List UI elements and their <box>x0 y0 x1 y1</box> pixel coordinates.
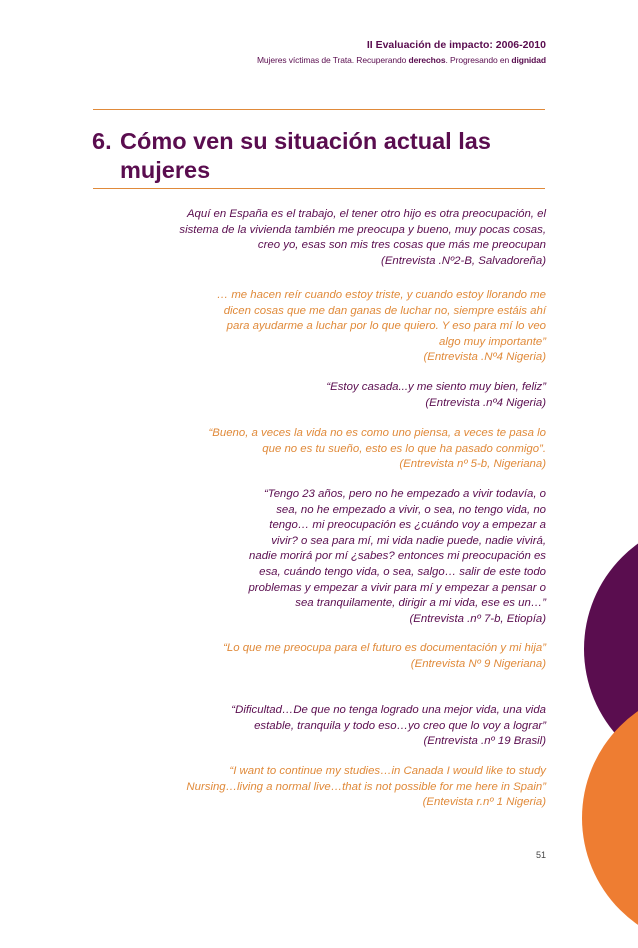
header-subtitle-bold-1: derechos <box>408 55 446 65</box>
section-title-line-1: Cómo ven su situación actual las <box>120 128 491 154</box>
quote-line: nadie morirá por mí ¿sabes? entonces mi preocupación es <box>249 550 546 563</box>
quote-line: sea, no he empezado a vivir, o sea, no tengo vida, no <box>276 503 546 516</box>
quote-source: (Entrevista .Nº2-B, Salvadoreña) <box>381 254 546 267</box>
quote-1 <box>179 207 546 269</box>
header-subtitle-bold-2: dignidad <box>511 55 546 65</box>
quote-line: sistema de la vivienda también me preocupa y bueno, muy pocas cosas, <box>179 223 546 236</box>
header-subtitle-pre: Mujeres víctimas de Trata. Recuperando <box>256 55 409 65</box>
quote-line: esa, cuándo tengo vida, o sea, salgo… salir de este todo <box>259 565 546 578</box>
quote-2 <box>217 288 546 366</box>
header-title: II Evaluación de impacto: 2006-2010 <box>366 39 546 51</box>
quote-line: para ayudarme a luchar por lo que quiero. Y eso para mí lo veo <box>226 320 546 333</box>
quote-line: Aquí en España es el trabajo, el tener otro hijo es otra preocupación, el <box>186 208 546 220</box>
quote-source: (Entrevista nº 5-b, Nigeriana) <box>399 458 546 471</box>
quote-source: (Entrevista .nº4 Nigeria) <box>425 396 546 409</box>
quote-line: “Estoy casada...y me siento muy bien, feliz” <box>326 381 546 393</box>
quote-line: “Dificultad…De que no tenga logrado una mejor vida, una vida <box>231 704 546 716</box>
quote-line: creo yo, esas son mis tres cosas que más me preocupan <box>257 239 546 252</box>
quote-line: dicen cosas que me dan ganas de luchar no, siempre estáis ahí <box>223 304 546 317</box>
quote-line: sea tranquilamente, dirigir a mi vida, ese es un…” <box>295 597 546 610</box>
quote-3 <box>326 380 546 411</box>
running-header <box>257 39 546 68</box>
quote-line: vivir? o sea para mí, mi vida nadie puede, nadie vivirá, <box>271 534 546 547</box>
quote-4 <box>209 426 547 473</box>
heading-divider <box>93 188 545 189</box>
quote-line: algo muy importante” <box>439 335 546 348</box>
quote-source: (Entrevista .nº 19 Brasil) <box>423 735 546 748</box>
quote-5 <box>248 487 546 627</box>
quote-source: (Entevista r.nº 1 Nigeria) <box>422 796 546 809</box>
quote-line: Nursing…living a normal live…that is not possible for me here in Spain” <box>186 780 546 793</box>
quote-line: … me hacen reír cuando estoy triste, y cuando estoy llorando me <box>216 289 546 301</box>
quote-line: tengo… mi preocupación es ¿cuándo voy a empezar a <box>269 519 546 532</box>
quote-7 <box>231 703 546 750</box>
header-subtitle <box>257 52 546 68</box>
quote-line: “Lo que me preocupa para el futuro es documentación y mi hija” <box>223 642 546 654</box>
section-number: 6. <box>92 128 112 154</box>
top-divider <box>93 109 545 110</box>
quote-8 <box>186 764 546 811</box>
quote-line: que no es tu sueño, esto es lo que ha pasado conmigo”. <box>262 442 546 455</box>
quote-line: “I want to continue my studies…in Canada I would like to study <box>229 765 546 777</box>
section-heading <box>92 127 491 185</box>
quote-source: (Entrevista Nº 9 Nigeriana) <box>410 657 546 670</box>
quote-line: “Tengo 23 años, pero no he empezado a vivir todavía, o <box>263 488 546 500</box>
page-number: 51 <box>535 850 546 860</box>
quote-line: estable, tranquila y todo eso…yo creo que lo voy a lograr” <box>254 719 546 732</box>
header-subtitle-mid: . Progresando en <box>445 55 512 65</box>
quote-line: “Bueno, a veces la vida no es como uno piensa, a veces te pasa lo <box>208 427 546 439</box>
section-title-line-2: mujeres <box>120 157 211 183</box>
quote-source: (Entrevista .Nº4 Nigeria) <box>423 351 546 364</box>
quote-6 <box>223 641 546 672</box>
quote-line: problemas y empezar a vivir para mí y empezar a pensar o <box>248 581 546 594</box>
quote-source: (Entrevista .nº 7-b, Etiopía) <box>409 612 546 625</box>
